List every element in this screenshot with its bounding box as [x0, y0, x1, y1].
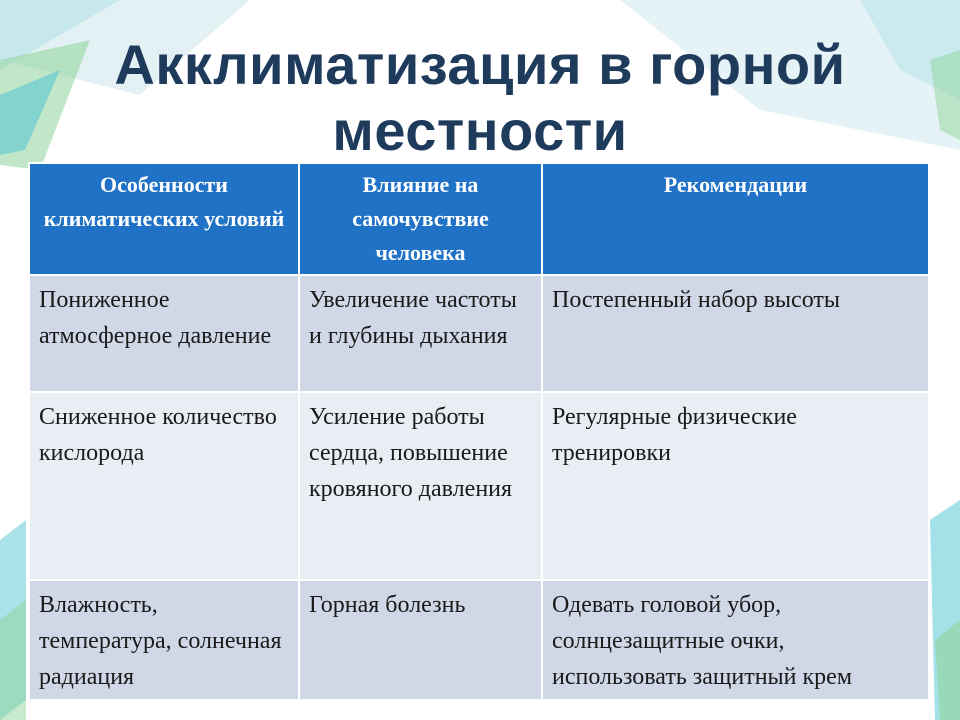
table-cell: Регулярные физические тренировки: [542, 392, 929, 580]
table-cell: Одевать головой убор, солнцезащитные очки, использовать защитный крем: [542, 580, 929, 700]
table-cell: Пониженное атмосферное давление: [29, 275, 299, 392]
table-row: [29, 580, 929, 700]
table-row: [29, 275, 929, 392]
table-cell: Постепенный набор высоты: [542, 275, 929, 392]
table-cell: Горная болезнь: [299, 580, 542, 700]
acclimatization-table: [28, 162, 930, 701]
slide-title: Акклиматизация в горной местности: [114, 33, 846, 162]
table-cell: Сниженное количество кислорода: [29, 392, 299, 580]
table-body: [29, 275, 929, 700]
header-row: [29, 163, 929, 275]
table-header: [29, 163, 929, 275]
table-cell: Влажность, температура, солнечная радиация: [29, 580, 299, 700]
header-cell-conditions: Особенности климатических условий: [29, 163, 299, 275]
header-cell-recommendations: Рекомендации: [542, 163, 929, 275]
table-cell: Усиление работы сердца, повышение кровяного давления: [299, 392, 542, 580]
acclimatization-table-container: [28, 162, 928, 701]
header-cell-effect: Влияние на самочувствие человека: [299, 163, 542, 275]
table-row: [29, 392, 929, 580]
table-cell: Увеличение частоты и глубины дыхания: [299, 275, 542, 392]
decor-shape-bottom-left-green: [0, 600, 26, 720]
